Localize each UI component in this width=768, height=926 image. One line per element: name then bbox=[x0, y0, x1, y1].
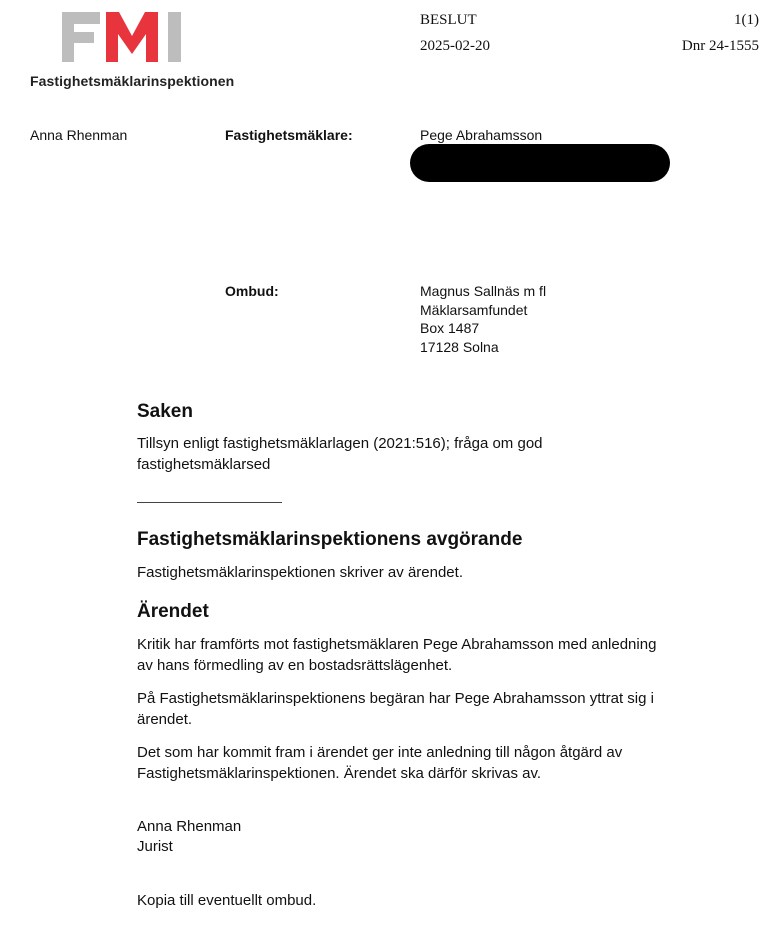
handler-name: Anna Rhenman bbox=[30, 127, 128, 143]
agent-line: 17128 Solna bbox=[420, 338, 499, 355]
document-date: 2025-02-20 bbox=[420, 38, 490, 54]
saken-text: Tillsyn enligt fastighetsmäklarlagen (2021:516); fråga om god fastighetsmäklarsed bbox=[137, 435, 543, 473]
redaction-bar bbox=[410, 144, 670, 182]
broker-label: Fastighetsmäklare: bbox=[225, 127, 353, 143]
agent-line: Box 1487 bbox=[420, 320, 480, 336]
logo-subtitle: Fastighetsmäklarinspektionen bbox=[30, 73, 235, 89]
logo-letter-m bbox=[106, 12, 158, 62]
document-type: BESLUT bbox=[420, 12, 477, 28]
agent-address bbox=[420, 282, 546, 356]
copy-note: Kopia till eventuellt ombud. bbox=[137, 892, 317, 909]
case-paragraph-3: Det som har kommit fram i ärendet ger inte anledning till någon åtgärd av Fastighetsmäklarinspektionen. Ärendet ska därför skrivas av. bbox=[137, 744, 623, 782]
saken-heading: Saken bbox=[137, 401, 193, 422]
diary-number: Dnr 24-1555 bbox=[681, 38, 759, 54]
page-number: 1(1) bbox=[734, 12, 759, 28]
decision-text: Fastighetsmäklarinspektionen skriver av ärendet. bbox=[137, 564, 463, 581]
case-paragraph-2: På Fastighetsmäklarinspektionens begäran har Pege Abrahamsson yttrat sig i ärendet. bbox=[137, 690, 654, 728]
broker-name: Pege Abrahamsson bbox=[420, 127, 543, 143]
decision-heading: Fastighetsmäklarinspektionens avgörande bbox=[137, 529, 523, 550]
logo-letter-f bbox=[62, 12, 100, 62]
case-paragraph-1: Kritik har framförts mot fastighetsmäklaren Pege Abrahamsson med anledning av hans förmedling av en bostadsrättslägenhet. bbox=[137, 636, 657, 674]
logo-letter-i bbox=[168, 12, 181, 62]
agent-line: Magnus Sallnäs m fl bbox=[420, 283, 547, 299]
agent-label: Ombud: bbox=[225, 283, 279, 299]
signature-name: Anna Rhenman bbox=[137, 818, 242, 835]
fmi-logo bbox=[60, 10, 192, 64]
signature-title: Jurist bbox=[137, 838, 173, 855]
agent-line: Mäklarsamfundet bbox=[420, 301, 528, 318]
case-heading: Ärendet bbox=[137, 601, 209, 622]
divider-line bbox=[137, 502, 282, 503]
